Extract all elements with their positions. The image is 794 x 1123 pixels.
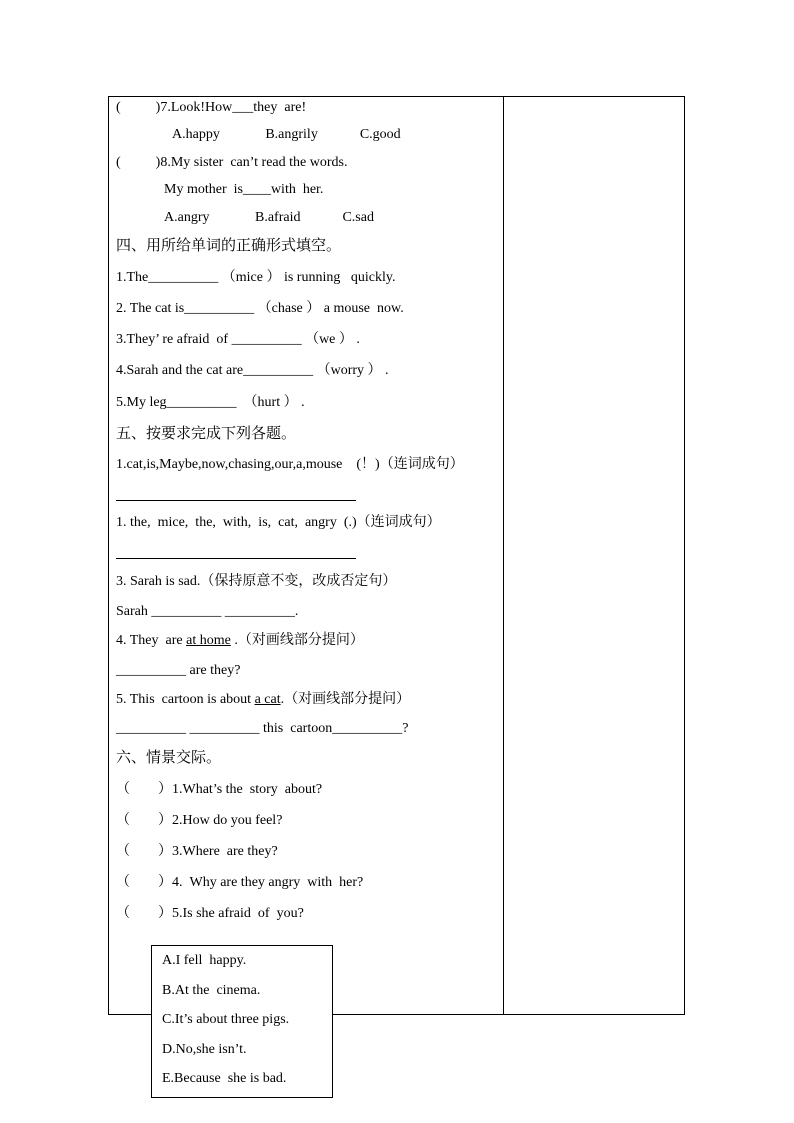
option-c: C.It’s about three pigs. [162, 1012, 290, 1027]
option-a: A.I fell happy. [162, 953, 247, 968]
section-5-q3: 3. Sarah is sad.（保持原意不变，改成否定句） [116, 574, 397, 589]
section-5-q3-answer: Sarah __________ __________. [116, 604, 299, 619]
q4-underlined-text: at home [186, 633, 231, 648]
question-7-options: A.happy B.angrily C.good [172, 127, 401, 142]
section-6-item-1: （ ）1.What’s the story about? [116, 782, 323, 797]
question-8: ( )8.My sister can’t read the words. [116, 155, 348, 170]
section-4-item-2: 2. The cat is__________ （chase ） a mouse now. [116, 301, 404, 316]
section-4-item-1: 1.The__________ （mice ） is running quickly. [116, 270, 396, 285]
option-b: B.At the cinema. [162, 983, 261, 998]
section-4-item-5: 5.My leg__________ （hurt ） . [116, 395, 305, 410]
section-6-item-3: （ ）3.Where are they? [116, 844, 278, 859]
section-5-q1: 1.cat,is,Maybe,now,chasing,our,a,mouse (！)（连词成句） [116, 457, 464, 472]
question-7: ( )7.Look!How___they are! [116, 100, 307, 115]
section-5-heading: 五、按要求完成下列各题。 [116, 424, 297, 442]
section-4-item-3: 3.They’ re afraid of __________ （we ） . [116, 332, 360, 347]
q5-prefix: 5. This cartoon is about [116, 692, 255, 707]
section-5-q2: 1. the, mice, the, with, is, cat, angry (.)（连词成句） [116, 515, 441, 530]
answer-blank-line [116, 558, 356, 559]
table-column-divider [503, 96, 504, 1015]
section-6-item-2: （ ）2.How do you feel? [116, 813, 283, 828]
section-4-item-4: 4.Sarah and the cat are__________ （worry ） . [116, 363, 389, 378]
option-e: E.Because she is bad. [162, 1071, 287, 1086]
section-5-q4 [116, 632, 364, 650]
section-6-heading: 六、情景交际。 [116, 748, 222, 766]
section-6-item-5: （ ）5.Is she afraid of you? [116, 906, 304, 921]
q5-suffix: .（对画线部分提问） [280, 692, 411, 707]
q4-prefix: 4. They are [116, 633, 187, 648]
section-5-q4-answer: __________ are they? [116, 663, 241, 678]
section-6-item-4: （ ）4. Why are they angry with her? [116, 875, 364, 890]
answer-blank-line [116, 500, 356, 501]
section-4-heading: 四、用所给单词的正确形式填空。 [116, 236, 342, 254]
section-5-q5 [116, 691, 410, 709]
section-5-q5-answer: __________ __________ this cartoon__________? [116, 721, 409, 736]
q4-suffix: .（对画线部分提问） [230, 633, 364, 648]
q5-underlined-text: a cat [254, 692, 281, 707]
answer-options-box [151, 945, 333, 1098]
question-8-line2: My mother is____with her. [164, 182, 324, 197]
question-8-options: A.angry B.afraid C.sad [164, 210, 374, 225]
option-d: D.No,she isn’t. [162, 1042, 247, 1057]
